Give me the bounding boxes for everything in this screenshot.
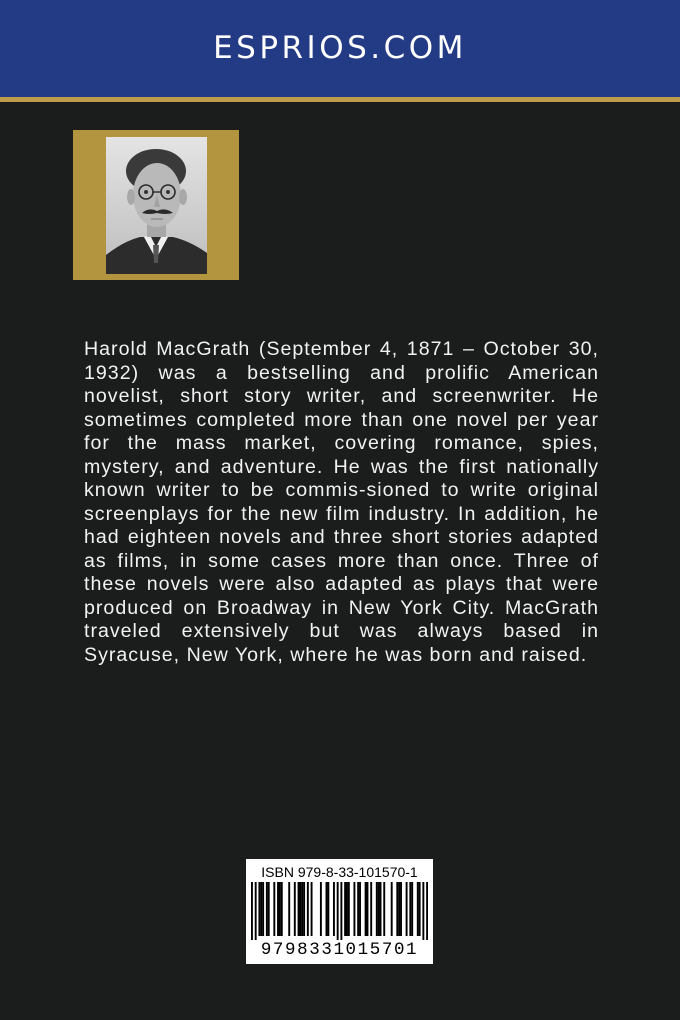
barcode-bar bbox=[406, 882, 408, 936]
barcode-bar bbox=[348, 882, 350, 936]
barcode-guard-bar bbox=[422, 882, 424, 940]
barcode-bar bbox=[378, 882, 380, 936]
gold-divider bbox=[0, 97, 680, 102]
barcode-bar bbox=[396, 882, 398, 936]
barcode-bar bbox=[353, 882, 355, 936]
barcode-guard-bar bbox=[337, 882, 339, 940]
barcode-bar bbox=[344, 882, 346, 936]
barcode-bar bbox=[417, 882, 419, 936]
barcode-bar bbox=[376, 882, 378, 936]
barcode-bar bbox=[359, 882, 361, 936]
author-photo bbox=[106, 137, 207, 274]
barcode-bar bbox=[380, 882, 382, 936]
barcode-guard-bar bbox=[251, 882, 253, 940]
barcode-bars bbox=[251, 882, 428, 940]
barcode-bar bbox=[409, 882, 411, 936]
barcode-guard-bar bbox=[255, 882, 257, 940]
barcode-guard-bar bbox=[426, 882, 428, 940]
barcode-bar bbox=[298, 882, 300, 936]
barcode-bar bbox=[326, 882, 328, 936]
barcode-bar bbox=[327, 882, 329, 936]
barcode-bar bbox=[400, 882, 402, 936]
author-biography: Harold MacGrath (September 4, 1871 – October 30, 1932) was a bestselling and prolific American novelist, short story writer, and screenwriter. He sometimes completed more than one novel per year for the mass market, covering romance, spies, mystery, and adventure. He was the first nationally known writer to be commis-sioned to write original screenplays for the new film industry. In addition, he had eighteen novels and three short stories adapted as films, in some cases more than once. Three of these novels were also adapted as plays that were produced on Broadway in New York City. MacGrath traveled extensively but was always based in Syracuse, New York, where he was born and raised. bbox=[84, 338, 599, 666]
barcode-bar bbox=[288, 882, 290, 936]
barcode-bar bbox=[262, 882, 264, 936]
author-portrait-image bbox=[106, 137, 207, 274]
barcode-bar bbox=[333, 882, 335, 936]
barcode-bar bbox=[307, 882, 309, 936]
barcode-bar bbox=[266, 882, 268, 936]
barcode-bar bbox=[383, 882, 385, 936]
barcode-digits: 9798331015701 bbox=[260, 940, 419, 960]
barcode-bar bbox=[260, 882, 262, 936]
barcode-bar bbox=[281, 882, 283, 936]
barcode-bar bbox=[320, 882, 322, 936]
barcode-bar bbox=[419, 882, 421, 936]
barcode-bar bbox=[294, 882, 296, 936]
isbn-label: ISBN 979-8-33-101570-1 bbox=[261, 864, 418, 880]
barcode-bar bbox=[365, 882, 367, 936]
barcode-bar bbox=[303, 882, 305, 936]
header-bar bbox=[0, 0, 680, 97]
barcode-bar bbox=[277, 882, 279, 936]
barcode-bar bbox=[299, 882, 301, 936]
barcode-bar bbox=[273, 882, 275, 936]
publisher-title: ESPRIOS.COM bbox=[213, 30, 467, 66]
barcode-bar bbox=[391, 882, 393, 936]
barcode-bar bbox=[346, 882, 348, 936]
isbn-barcode bbox=[246, 859, 433, 964]
barcode-bar bbox=[279, 882, 281, 936]
barcode-bar bbox=[370, 882, 372, 936]
barcode-bar bbox=[311, 882, 313, 936]
barcode-bar bbox=[367, 882, 369, 936]
barcode-bar bbox=[411, 882, 413, 936]
barcode-bar bbox=[301, 882, 303, 936]
barcode-bar bbox=[398, 882, 400, 936]
barcode-bar bbox=[258, 882, 260, 936]
barcode-guard-bar bbox=[340, 882, 342, 940]
barcode-bar bbox=[357, 882, 359, 936]
photo-frame bbox=[73, 130, 239, 280]
barcode-bar bbox=[268, 882, 270, 936]
